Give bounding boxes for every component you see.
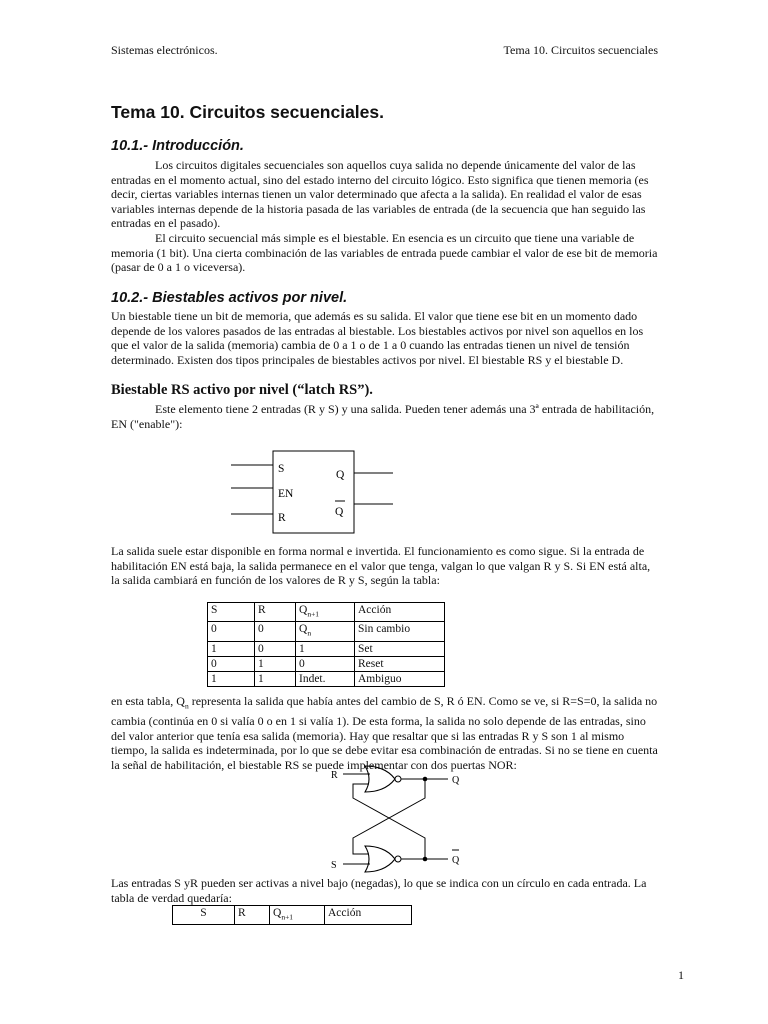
paragraph-intro-2: El circuito secuencial más simple es el biestable. En esencia es un circuito que tiene una variable de memoria (1 bit). Una cierta combinación de las variables de entrada puede cambiar el valor de ese bit de memoria (pasar de 0 a 1 o viceversa). [111,231,658,275]
nor-label-q: Q [452,775,460,786]
paragraph-biestables: Un biestable tiene un bit de memoria, que además es su salida. El valor que tiene ese bit en un momento dado depende de los valores pasados de las entradas al biestable. Los biestables activos por nivel son aquellos en los que el valor de la salida (memoria) cambia de 0 a 1 o de 1 a 0 cuando las entradas tienen un nivel de tensión determinado. Existen dos tipos principales de biestables activos por nivel. El biestable RS y el biestable D. [111,309,644,367]
block-label-qbar: Q [335,506,344,518]
page-title: Tema 10. Circuitos secuenciales. [111,102,385,122]
table-header-row [208,603,445,622]
table-header-qn1: $Q_{n+1}$ [296,603,355,622]
table-cell: Indet. [296,671,355,686]
section-heading-introduccion: 10.1.- Introducción. [111,138,244,154]
table-cell: Ambiguo [355,671,445,686]
table-row [208,656,445,671]
paragraph-explicacion-tabla: en esta tabla, $Q_n$ representa la salida que había antes del cambio de S, R ó EN. Como se ve, si R=S=0, la salida no cambia (continúa en 0 si valía 0 o en 1 si valía 1). De esta forma, la salida no solo depende de las entradas, sino del valor anterior que tenía esa salida (memoria). Hay que resaltar que si las entradas R y S son 1 al mismo tiempo, la salida es indeterminada, por lo que se debe evitar esa combinación de entradas. Si no se tiene en cuenta la señal de habilitación, el biestable RS se puede implementar con dos puertas NOR: [111,694,658,772]
paragraph-intro-1: Los circuitos digitales secuenciales son aquellos cuya salida no depende únicamente del valor de las entradas en el momento actual, sino del estado interno del circuito lógico. Esto significa que tienen memoria (es decir, ciertas variables internas tienen un valor determinado que afecta a la salida). En realidad el valor de esas variables internas depende de la historia pasada de las variables de entrada (de la secuencia que han seguido las entradas en el pasado). [111,158,649,231]
table-row [208,622,445,641]
truth-table-negadas [172,905,412,925]
table-header-accion: Acción [325,906,412,925]
table-header-row [173,906,412,925]
table-header-r: R [255,603,296,622]
nor-latch-diagram [325,764,475,876]
table-header-qn1: $Q_{n+1}$ [270,906,325,925]
block-label-en: EN [278,488,294,500]
table-cell: 1 [208,671,255,686]
paragraph-funcionamiento: La salida suele estar disponible en forma normal e invertida. El funcionamiento es como sigue. Si la entrada de habilitación EN está baja, la salida permanece en el valor que tenga, valgan lo que valgan R y S. Si EN está alta, la salida cambiará en función de los valores de R y S, según la tabla: [111,544,651,588]
table-cell: $Q_n$ [296,622,355,641]
table-cell: 0 [208,622,255,641]
table-cell: Set [355,641,445,656]
table-cell: 0 [255,622,296,641]
header-right: Tema 10. Circuitos secuenciales [503,43,658,57]
table-cell: 0 [296,656,355,671]
table-header-s: S [173,906,235,925]
section-heading-biestables: 10.2.- Biestables activos por nivel. [111,290,348,306]
latch-block-diagram [228,448,398,538]
table-cell: 1 [255,671,296,686]
header-left: Sistemas electrónicos. [111,43,218,57]
table-header-r: R [235,906,270,925]
table-cell: Reset [355,656,445,671]
table-cell: 0 [255,641,296,656]
table-cell: 1 [296,641,355,656]
subsection-heading-latch-rs: Biestable RS activo por nivel (“latch RS”). [111,382,373,398]
table-cell: 1 [208,641,255,656]
nor-label-s: S [331,860,337,871]
block-label-q: Q [336,469,345,481]
table-cell: 1 [255,656,296,671]
table-row [208,671,445,686]
table-header-s: S [208,603,255,622]
table-cell: 0 [208,656,255,671]
table-cell: Sin cambio [355,622,445,641]
nor-label-qbar: Q [452,855,460,866]
page-number: 1 [678,968,684,982]
paragraph-entradas-negadas: Las entradas S yR pueden ser activas a nivel bajo (negadas), lo que se indica con un círculo en cada entrada. La tabla de verdad quedaría: [111,876,647,905]
block-label-s: S [278,463,285,475]
block-label-r: R [278,512,286,524]
table-header-accion: Acción [355,603,445,622]
paragraph-latch-intro: Este elemento tiene 2 entradas (R y S) y una salida. Pueden tener además una 3ª entrada de habilitación, EN ("enable"): [111,402,655,431]
truth-table-rs [207,602,445,687]
table-row [208,641,445,656]
nor-label-r: R [331,770,338,781]
